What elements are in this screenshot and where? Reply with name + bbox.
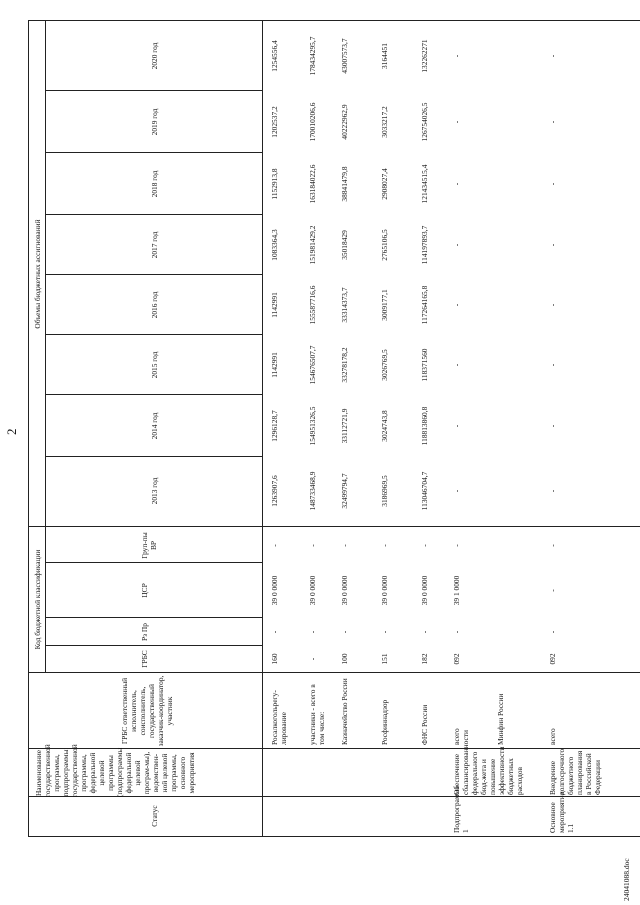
row-value-cell: -: [452, 243, 461, 247]
row-value-cell: 126754026,5: [420, 102, 429, 142]
row-value-cell: 117264165,8: [420, 285, 429, 325]
major-column-rule: [28, 672, 640, 673]
row-code-cell: -: [270, 544, 279, 547]
row-grbs: Росалкогольрегу-лирование: [270, 690, 288, 745]
row-value-cell: 1142991: [270, 292, 279, 318]
row-code-cell: 151: [380, 653, 389, 665]
row-value-cell: 2908027,4: [380, 168, 389, 200]
row-grbs: Казначейство России: [340, 678, 349, 745]
row-code-cell: 182: [420, 653, 429, 665]
row-value-cell: 163184022,6: [308, 164, 317, 204]
row-value-cell: 1263907,6: [270, 475, 279, 507]
row-value-cell: 1083364,3: [270, 229, 279, 261]
year-header: 2016 год: [150, 291, 159, 319]
row-code-cell: -: [548, 544, 557, 547]
row-value-cell: 132262271: [420, 39, 429, 73]
row-status: Подпрограмма 1: [452, 786, 470, 833]
row-value-cell: 3026769,5: [380, 349, 389, 381]
row-value-cell: 3186969,5: [380, 475, 389, 507]
row-grbs: Минфин России: [496, 693, 505, 745]
row-value-cell: -: [548, 303, 557, 307]
row-value-cell: 33278178,2: [340, 347, 349, 383]
row-value-cell: 154951326,5: [308, 406, 317, 446]
row-code-cell: 39 1 0000: [452, 575, 461, 606]
row-value-cell: 3033217,2: [380, 106, 389, 138]
code-group-header: Код бюджетной классификации: [33, 549, 42, 650]
row-value-cell: 151981429,2: [308, 225, 317, 265]
year-header: 2018 год: [150, 170, 159, 198]
row-value-cell: 113046704,7: [420, 471, 429, 511]
year-header: 2013 год: [150, 477, 159, 505]
row-code-cell: 160: [270, 653, 279, 665]
row-code-cell: -: [308, 544, 317, 547]
row-value-cell: 155587716,6: [308, 285, 317, 325]
row-code-cell: -: [308, 657, 317, 661]
row-value-cell: 154676507,7: [308, 345, 317, 385]
row-value-cell: 121434515,4: [420, 164, 429, 204]
row-value-cell: 118371560: [420, 348, 429, 382]
row-value-cell: 1296128,7: [270, 410, 279, 442]
code-column-rule: [45, 645, 262, 646]
row-value-cell: -: [548, 120, 557, 124]
row-code-cell: 39 0 0000: [340, 575, 349, 606]
row-value-cell: -: [452, 424, 461, 428]
status-header: Статус: [150, 805, 159, 827]
row-code-cell: -: [308, 630, 317, 634]
row-value-cell: 118813860,8: [420, 406, 429, 446]
row-value-cell: 35018429: [340, 230, 349, 260]
row-grbs: всего: [548, 728, 557, 745]
row-code-cell: 100: [340, 653, 349, 665]
row-value-cell: 3024743,8: [380, 410, 389, 442]
row-code-cell: 39 0 0000: [380, 575, 389, 606]
code-col-header: Рз Пр: [140, 623, 149, 641]
row-value-cell: 178434295,7: [308, 36, 317, 76]
row-value-cell: 3164451: [380, 43, 389, 69]
row-value-cell: -: [548, 243, 557, 247]
row-code-cell: -: [270, 630, 279, 634]
header-bottom-rule: [262, 21, 263, 837]
year-header: 2020 год: [150, 42, 159, 70]
row-value-cell: -: [548, 424, 557, 428]
row-name: Обеспечение сбалансированности федерального бюд-жета и повышение эффективности бюджетных расходов: [452, 730, 524, 795]
row-value-cell: 38841479,8: [340, 166, 349, 202]
grbs-header: ГРБС ответственный исполнитель, соисполнитель, государственный заказчик-координатор, участник: [120, 675, 174, 747]
volume-group-header: Объемы бюджетных ассигнований: [33, 219, 42, 329]
row-code-cell: -: [380, 630, 389, 634]
code-col-header: ЦСР: [140, 583, 149, 598]
row-grbs: ФНС России: [420, 704, 429, 745]
row-value-cell: -: [452, 182, 461, 186]
row-value-cell: -: [452, 363, 461, 367]
footer-filename: 24041088.doc: [622, 858, 631, 901]
row-value-cell: 43007573,7: [340, 38, 349, 74]
year-header: 2015 год: [150, 351, 159, 379]
row-value-cell: -: [548, 363, 557, 367]
code-col-header: ГРБС: [140, 650, 149, 668]
row-code-cell: -: [340, 544, 349, 547]
row-code-cell: -: [380, 544, 389, 547]
row-grbs: Росфиннадзор: [380, 699, 389, 745]
row-code-cell: -: [548, 589, 557, 592]
row-value-cell: 3009177,1: [380, 289, 389, 321]
code-column-rule: [45, 617, 262, 618]
row-code-cell: 39 0 0000: [308, 575, 317, 606]
row-value-cell: 33112721,9: [340, 408, 349, 444]
row-value-cell: -: [548, 54, 557, 58]
row-value-cell: -: [548, 489, 557, 493]
major-column-rule: [28, 526, 640, 527]
name-header: Наименование государственной программы, подпрограммы государственной программы, федеральной целевой программы (подпрограммы федеральной целевой програм-мы), ведомствен-ной целевой программы, основного мероприятия: [34, 744, 196, 797]
row-code-cell: -: [420, 630, 429, 634]
row-grbs: всего: [452, 728, 461, 745]
major-column-rule: [28, 836, 640, 837]
row-value-cell: 32499794,7: [340, 473, 349, 509]
row-value-cell: -: [452, 303, 461, 307]
row-code-cell: 092: [452, 653, 461, 665]
row-status: Основное мероприятие 1.1: [548, 792, 575, 833]
table-top-rule: [28, 21, 29, 837]
page-number: 2: [4, 428, 19, 435]
row-code-cell: -: [452, 544, 461, 547]
row-value-cell: 170010206,6: [308, 102, 317, 142]
row-value-cell: 1142991: [270, 352, 279, 378]
row-value-cell: 148733468,9: [308, 471, 317, 511]
row-value-cell: 1202537,2: [270, 106, 279, 138]
row-code-cell: 39 0 0000: [270, 575, 279, 606]
row-value-cell: 33314373,7: [340, 287, 349, 323]
row-value-cell: 1152913,8: [270, 168, 279, 200]
row-code-cell: -: [420, 544, 429, 547]
row-code-cell: 39 0 0000: [420, 575, 429, 606]
row-code-cell: -: [548, 630, 557, 634]
code-col-header: Груп-пы ВР: [140, 532, 158, 559]
row-value-cell: -: [452, 120, 461, 124]
row-grbs: участники - всего в том числе:: [308, 684, 326, 745]
year-header: 2014 год: [150, 412, 159, 440]
row-value-cell: 2765106,5: [380, 229, 389, 261]
row-value-cell: -: [452, 54, 461, 58]
code-group-rule: [45, 527, 46, 673]
year-header: 2017 год: [150, 231, 159, 259]
row-value-cell: 114197893,7: [420, 225, 429, 265]
row-value-cell: -: [452, 489, 461, 493]
row-value-cell: 40222962,9: [340, 104, 349, 140]
row-code-cell: -: [340, 630, 349, 634]
row-code-cell: 092: [548, 653, 557, 665]
row-name: Внедрение долгосрочного бюджетного планирования в Российской Федерации: [548, 748, 602, 795]
row-value-cell: -: [548, 182, 557, 186]
row-code-cell: -: [452, 630, 461, 634]
year-header: 2019 год: [150, 108, 159, 136]
row-value-cell: 1254556,4: [270, 40, 279, 72]
